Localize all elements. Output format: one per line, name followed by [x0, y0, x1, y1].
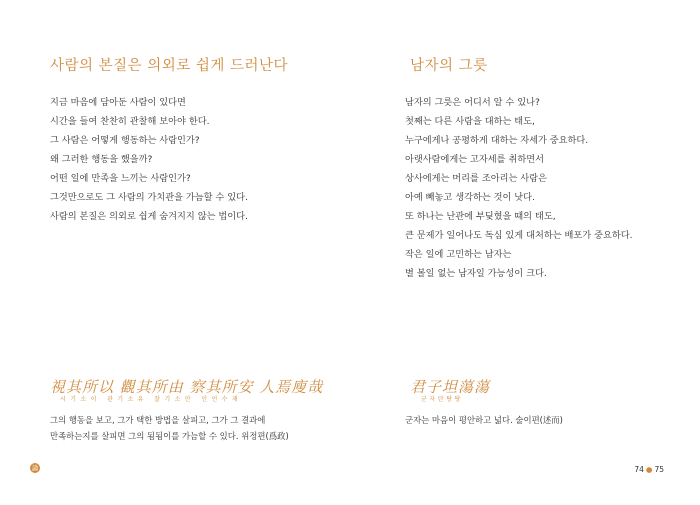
translation-line: 그의 행동을 보고, 그가 택한 방법을 살피고, 그가 그 결과에: [50, 415, 266, 425]
body-line: 시간을 들여 찬찬히 관찰해 보아야 한다.: [50, 116, 210, 127]
translation-line: 만족하는지를 살피면 그의 됨됨이를 가늠할 수 있다. 위정편(爲政): [50, 431, 289, 441]
body-line: 왜 그러한 행동을 했을까?: [50, 154, 153, 165]
left-quote: 視其所以 觀其所由 察其所安 人焉廋哉: [50, 378, 324, 396]
translation-line: 군자는 마음이 평안하고 넓다. 술이편(述而): [405, 415, 563, 425]
section-marker-icon: 論: [31, 464, 39, 472]
right-quote: 君子坦蕩蕩: [410, 378, 491, 396]
body-line: 큰 문제가 일어나도 독심 있게 대처하는 배포가 중요하다.: [405, 230, 633, 241]
left-translation: [50, 412, 289, 444]
page-separator-dot-icon: ●: [645, 465, 653, 474]
right-translation: [405, 412, 563, 428]
page-numbers: [634, 465, 664, 474]
body-line: 누구에게나 공평하게 대하는 자세가 중요하다.: [405, 135, 589, 146]
body-line: 아랫사람에게는 고자세를 취하면서: [405, 154, 544, 165]
body-line: 지금 마음에 담아둔 사람이 있다면: [50, 97, 186, 108]
body-line: 별 볼일 없는 남자일 가능성이 크다.: [405, 268, 547, 279]
body-line: 상사에게는 머리를 조아리는 사람은: [405, 173, 547, 184]
body-line: 어떤 일에 만족을 느끼는 사람인가?: [50, 173, 191, 184]
page-number-right: 75: [654, 465, 664, 474]
right-page: [350, 0, 700, 505]
right-body: [405, 93, 633, 283]
right-title: 남자의 그릇: [410, 58, 488, 74]
left-quote-reading: 시기소이 관기소유 찰기소안 인언수재: [60, 396, 243, 403]
body-line: 첫째는 다른 사람을 대하는 태도,: [405, 116, 535, 127]
body-line: 또 하나는 난관에 부딪혔을 때의 태도,: [405, 211, 556, 222]
body-line: 작은 일에 고민하는 남자는: [405, 249, 512, 260]
body-line: 그 사람은 어떻게 행동하는 사람인가?: [50, 135, 200, 146]
body-line: 그것만으로도 그 사람의 가치관을 가늠할 수 있다.: [50, 192, 248, 203]
body-line: 아예 빼놓고 생각하는 것이 낫다.: [405, 192, 535, 203]
page-number-left: 74: [634, 465, 644, 474]
left-body: [50, 93, 248, 226]
body-line: 남자의 그릇은 어디서 알 수 있나?: [405, 97, 540, 108]
body-line: 사람의 본질은 의외로 쉽게 숨겨지지 않는 법이다.: [50, 211, 248, 222]
right-quote-reading: 군자탄탕탕: [421, 396, 463, 403]
left-title: 사람의 본질은 의외로 쉽게 드러난다: [50, 58, 289, 74]
